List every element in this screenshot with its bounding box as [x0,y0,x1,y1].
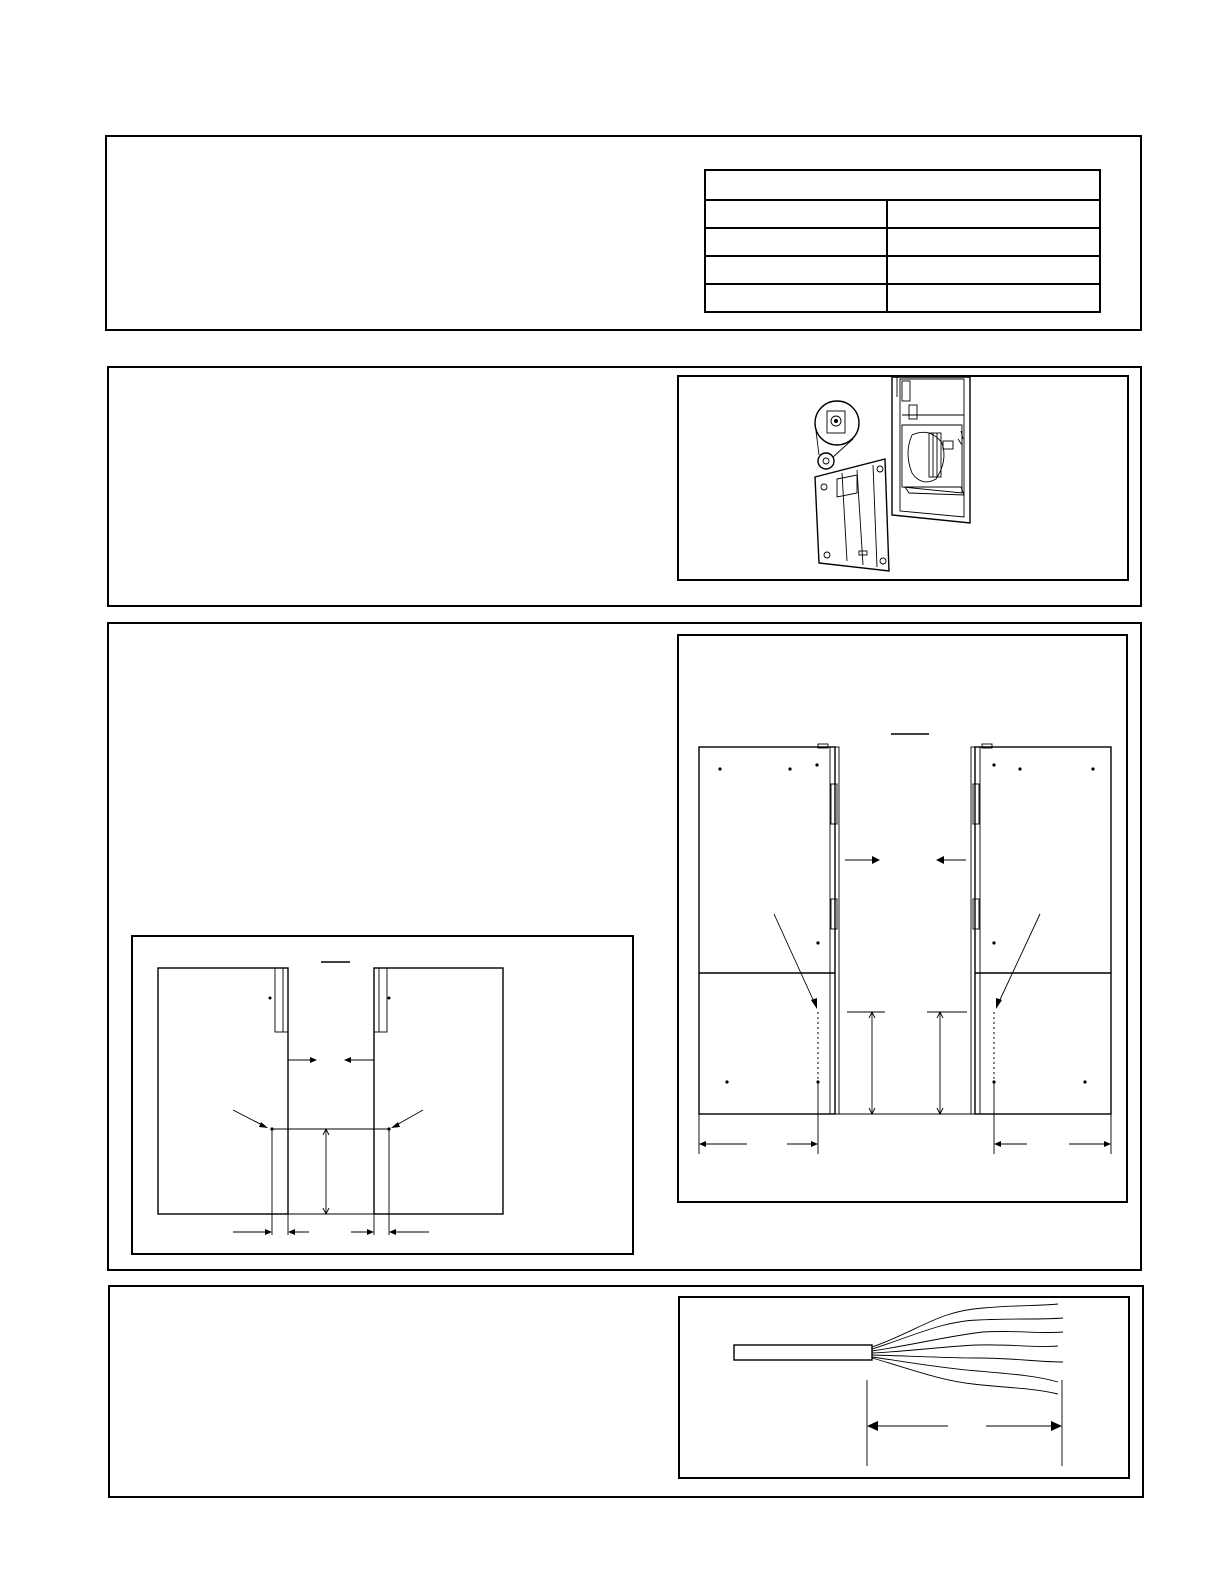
table-cell [887,284,1100,312]
specifications-table [704,169,1101,313]
table-header-row [705,170,1100,200]
table-row [705,228,1100,256]
table-header-cell [705,170,1100,200]
table-cell [705,200,887,228]
table-row [705,200,1100,228]
table-cell [705,284,887,312]
table-cell [887,228,1100,256]
side-by-side-mounting-small [131,935,634,1255]
table-cell [887,256,1100,284]
cover-removal-illustration [677,375,1129,581]
table-cell [705,256,887,284]
side-by-side-mounting-large [677,634,1128,1203]
table-cell [887,200,1100,228]
table-row [705,284,1100,312]
table-row [705,256,1100,284]
table-cell [705,228,887,256]
stripped-cable-illustration [678,1296,1130,1479]
